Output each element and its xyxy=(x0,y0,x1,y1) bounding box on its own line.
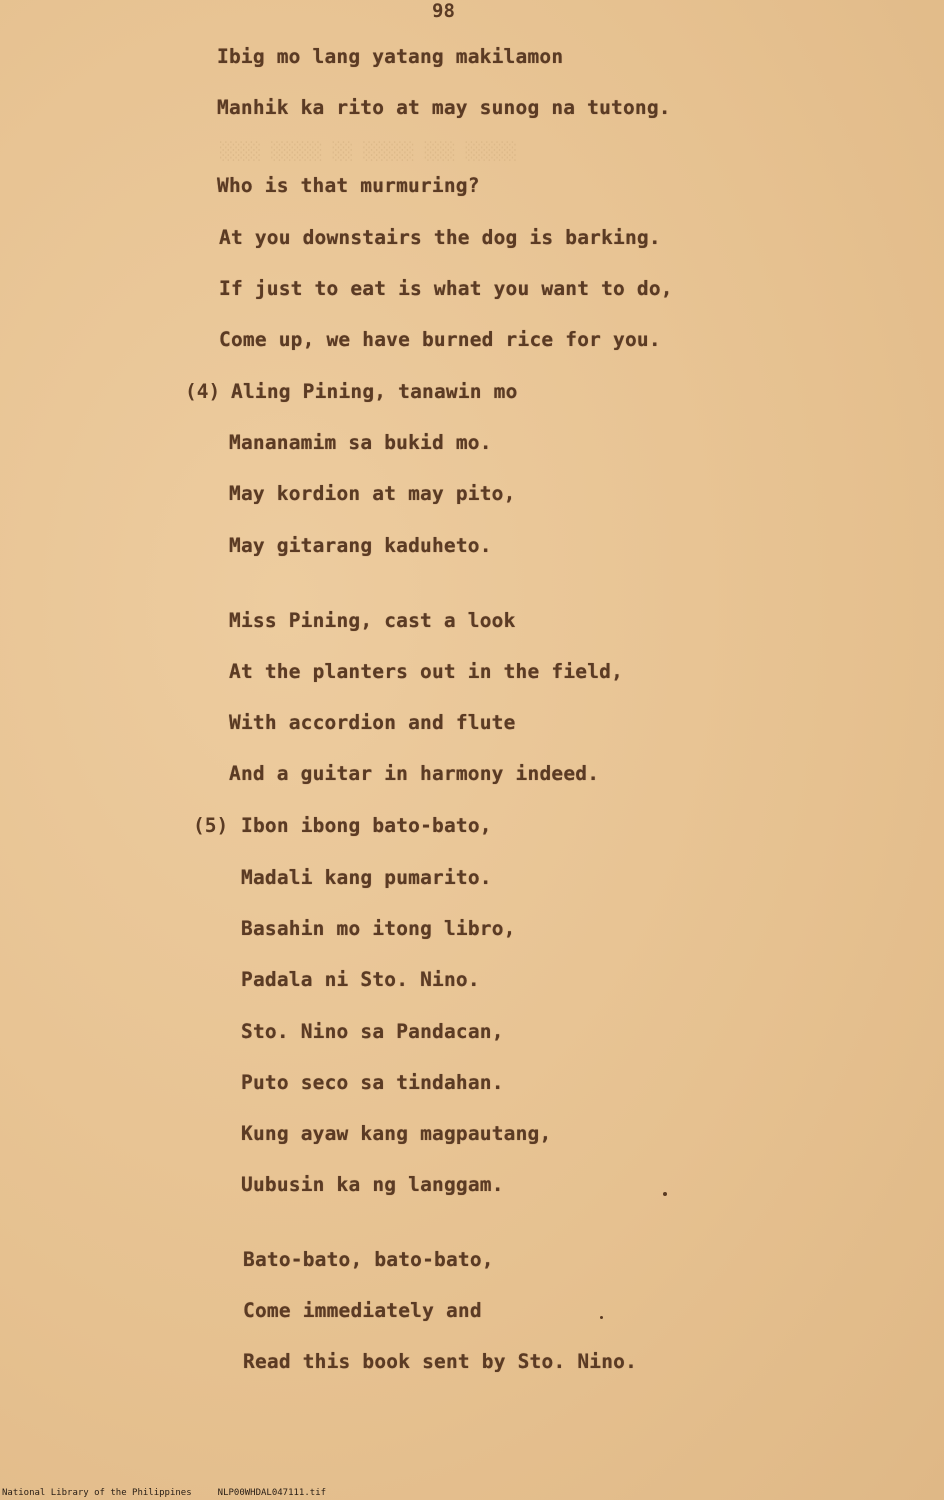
verse-line: May gitarang kaduheto. xyxy=(229,534,492,557)
verse-line: Kung ayaw kang magpautang, xyxy=(241,1122,552,1145)
ink-speck xyxy=(663,1192,667,1196)
verse-line: Miss Pining, cast a look xyxy=(229,609,516,632)
verse-number: (4) xyxy=(185,380,221,403)
verse-line: Come immediately and xyxy=(243,1299,482,1322)
verse-line: Sto. Nino sa Pandacan, xyxy=(241,1020,504,1043)
verse-line: Ibon ibong bato-bato, xyxy=(241,814,492,837)
verse-line: Manhik ka rito at may sunog na tutong. xyxy=(217,96,671,119)
footer-library: National Library of the Philippines xyxy=(2,1488,192,1498)
verse-line: With accordion and flute xyxy=(229,711,516,734)
verse-line: Aling Pining, tanawin mo xyxy=(231,380,518,403)
verse-line: Basahin mo itong libro, xyxy=(241,917,516,940)
verse-line: And a guitar in harmony indeed. xyxy=(229,762,600,785)
footer-file: NLP00WHDAL047111.tif xyxy=(217,1488,327,1498)
verse-line: Uubusin ka ng langgam. xyxy=(241,1173,504,1196)
bleed-through-text: ░░░░ ░░░░░ ░░ ░░░░░ ░░░ ░░░░░ xyxy=(220,142,517,162)
verse-line: Come up, we have burned rice for you. xyxy=(219,328,661,351)
verse-line: Read this book sent by Sto. Nino. xyxy=(243,1350,638,1373)
verse-line: If just to eat is what you want to do, xyxy=(219,277,673,300)
page-number: 98 xyxy=(432,0,455,22)
verse-line: At the planters out in the field, xyxy=(229,660,624,683)
verse-line: Madali kang pumarito. xyxy=(241,866,492,889)
verse-line: Ibig mo lang yatang makilamon xyxy=(217,45,564,68)
verse-line: Mananamim sa bukid mo. xyxy=(229,431,492,454)
verse-line: Who is that murmuring? xyxy=(217,174,480,197)
verse-line: Padala ni Sto. Nino. xyxy=(241,968,480,991)
verse-line: At you downstairs the dog is barking. xyxy=(219,226,661,249)
verse-line: Bato-bato, bato-bato, xyxy=(243,1248,494,1271)
ink-speck xyxy=(600,1316,603,1319)
footer xyxy=(2,1488,352,1498)
verse-number: (5) xyxy=(193,814,229,837)
verse-line: Puto seco sa tindahan. xyxy=(241,1071,504,1094)
verse-line: May kordion at may pito, xyxy=(229,482,516,505)
